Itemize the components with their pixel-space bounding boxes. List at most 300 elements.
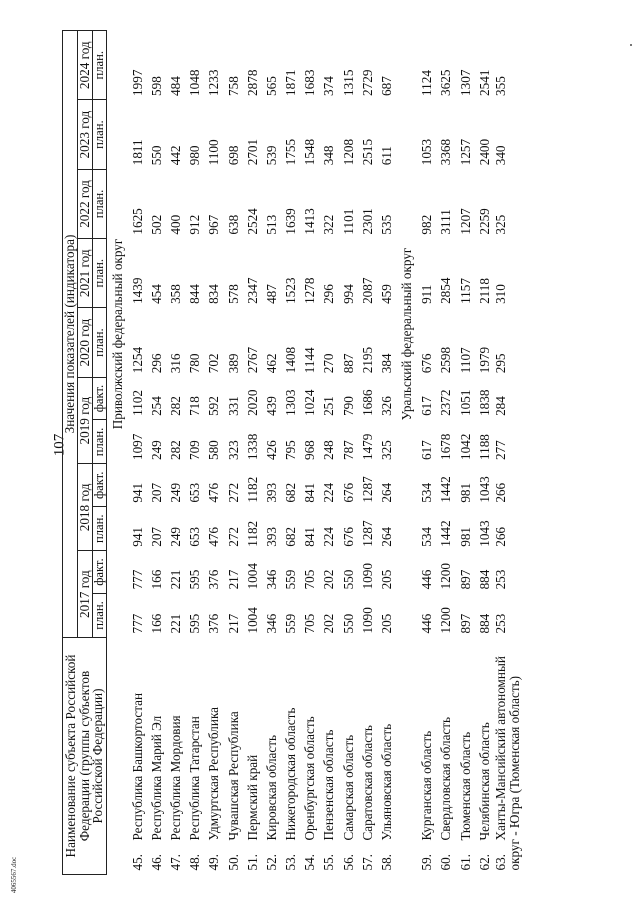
value-cell: 1979	[476, 346, 492, 374]
value-cell: 559	[283, 569, 299, 590]
value-cell: 1625	[129, 208, 145, 235]
value-cell: 166	[148, 569, 164, 590]
row-number: 50.	[225, 854, 241, 871]
subheader-plan: план.	[92, 31, 106, 100]
value-cell: 446	[419, 569, 435, 590]
value-cell: 887	[340, 353, 356, 374]
value-cell: 1678	[438, 433, 454, 460]
value-cell: 253	[493, 613, 509, 634]
value-cell: 487	[263, 284, 279, 304]
table-row	[456, 31, 475, 875]
value-cell: 1307	[457, 69, 473, 96]
value-cell: 841	[302, 482, 318, 503]
value-cell: 565	[263, 76, 279, 96]
value-cell: 2767	[244, 346, 260, 374]
value-cell: 844	[187, 284, 203, 304]
value-cell: 1024	[302, 389, 318, 416]
row-number: 61.	[457, 854, 473, 871]
value-cell: 941	[129, 526, 145, 547]
value-cell: 534	[419, 482, 435, 503]
region-name: Свердловская область	[438, 716, 454, 841]
table-body	[106, 31, 522, 875]
value-cell: 841	[302, 526, 318, 547]
value-cell: 264	[379, 482, 395, 503]
value-cell: 513	[263, 214, 279, 235]
value-cell: 1811	[129, 139, 145, 166]
value-cell: 2118	[476, 278, 492, 304]
row-number: 56.	[340, 854, 356, 871]
value-cell: 1157	[457, 278, 473, 304]
section-spacer	[397, 638, 418, 875]
region-cell	[377, 638, 396, 875]
region-cell	[128, 638, 147, 875]
value-cell: 1871	[283, 69, 299, 96]
value-cell: 1838	[476, 389, 492, 416]
table-row	[224, 31, 243, 875]
value-cell: 780	[187, 353, 203, 374]
value-cell: 1100	[206, 139, 222, 166]
value-cell: 682	[283, 482, 299, 503]
value-cell: 266	[493, 526, 509, 547]
value-cell: 790	[340, 396, 356, 416]
value-cell: 384	[379, 353, 395, 374]
region-cell	[494, 638, 522, 875]
value-cell: 653	[187, 482, 203, 503]
value-cell: 787	[340, 440, 356, 460]
year-header-2019: 2019 год	[77, 377, 92, 464]
value-cell: 1043	[476, 520, 492, 547]
value-cell: 1413	[302, 208, 318, 235]
value-cell: 1523	[283, 277, 299, 304]
value-cell: 348	[321, 145, 337, 166]
page-number: 107	[51, 433, 68, 457]
values-title-header: Значения показателей (индикатора)	[63, 31, 78, 638]
value-cell: 476	[206, 482, 222, 503]
subheader-fact: факт.	[92, 377, 106, 420]
value-cell: 358	[167, 284, 183, 304]
table-row	[205, 31, 224, 875]
value-cell: 295	[493, 353, 509, 374]
value-cell: 709	[187, 440, 203, 460]
value-cell: 376	[206, 613, 222, 634]
region-name: Тюменская область	[457, 731, 473, 841]
value-cell: 1090	[359, 607, 375, 634]
value-cell: 2087	[359, 277, 375, 304]
value-cell: 502	[148, 214, 164, 235]
value-cell: 702	[206, 353, 222, 374]
region-cell	[475, 638, 494, 875]
value-cell: 1439	[129, 277, 145, 304]
table-row	[475, 31, 494, 875]
value-cell: 1479	[359, 433, 375, 460]
row-number: 54.	[302, 854, 318, 871]
value-cell: 1207	[457, 208, 473, 235]
region-cell	[205, 638, 224, 875]
table-row	[377, 31, 396, 875]
subheader-fact: факт.	[92, 551, 106, 594]
row-number: 49.	[206, 854, 222, 871]
value-cell: 598	[148, 76, 164, 96]
value-cell: 340	[493, 145, 509, 166]
value-cell: 207	[148, 482, 164, 503]
region-name: Удмуртская Республика	[206, 706, 222, 841]
value-cell: 1287	[359, 520, 375, 547]
section-title: Приволжский федеральный округ	[109, 238, 125, 430]
region-name: Ханты-Мансийский автономный	[493, 656, 509, 841]
value-cell: 272	[225, 526, 241, 547]
value-cell: 994	[340, 284, 356, 304]
value-cell: 439	[263, 396, 279, 416]
value-cell: 249	[167, 526, 183, 547]
row-number: 47.	[167, 854, 183, 871]
value-cell: 3111	[438, 209, 454, 235]
value-cell: 355	[493, 76, 509, 96]
value-cell: 2347	[244, 277, 260, 304]
region-name: Пермский край	[244, 754, 260, 841]
year-header-2022: 2022 год	[77, 169, 92, 238]
value-cell: 296	[148, 353, 164, 374]
row-number: 62.	[476, 854, 492, 871]
subheader-plan: план.	[92, 239, 106, 308]
value-cell: 1997	[129, 69, 145, 96]
value-cell: 2598	[438, 346, 454, 374]
value-cell: 1004	[244, 607, 260, 634]
value-cell: 346	[263, 613, 279, 634]
region-name: Республика Татарстан	[187, 716, 203, 841]
value-cell: 941	[129, 482, 145, 503]
table-row	[437, 31, 456, 875]
region-cell	[281, 638, 300, 875]
region-cell	[339, 638, 358, 875]
value-cell: 535	[379, 214, 395, 235]
value-cell: 592	[206, 396, 222, 416]
value-cell: 1051	[457, 389, 473, 416]
value-cell: 968	[302, 440, 318, 460]
value-cell: 758	[225, 76, 241, 96]
value-cell: 1102	[129, 390, 145, 416]
row-number: 53.	[283, 854, 299, 871]
value-cell: 1686	[359, 389, 375, 416]
value-cell: 264	[379, 526, 395, 547]
region-name: Республика Мордовия	[167, 715, 183, 841]
region-cell	[456, 638, 475, 875]
value-cell: 550	[340, 613, 356, 634]
region-name: Саратовская область	[359, 725, 375, 841]
value-cell: 202	[321, 569, 337, 590]
value-cell: 1408	[283, 346, 299, 374]
value-cell: 1338	[244, 433, 260, 460]
value-cell: 296	[321, 284, 337, 304]
table-row	[128, 31, 147, 875]
value-cell: 2524	[244, 208, 260, 235]
value-cell: 2854	[438, 277, 454, 304]
value-cell: 980	[187, 145, 203, 166]
value-cell: 638	[225, 214, 241, 235]
subheader-fact: факт.	[92, 464, 106, 507]
value-cell: 1188	[476, 434, 492, 460]
value-cell: 2195	[359, 346, 375, 374]
region-name: Нижегородская область	[283, 707, 299, 841]
value-cell: 2372	[438, 389, 454, 416]
year-header-2017: 2017 год	[77, 551, 92, 638]
region-name: Самарская область	[340, 734, 356, 841]
value-cell: 705	[302, 569, 318, 590]
value-cell: 580	[206, 440, 222, 460]
value-cell: 374	[321, 76, 337, 96]
value-cell: 1107	[457, 347, 473, 374]
row-number: 52.	[263, 854, 279, 871]
value-cell: 393	[263, 482, 279, 503]
value-cell: 426	[263, 440, 279, 460]
region-name: Курганская область	[419, 730, 435, 841]
value-cell: 578	[225, 284, 241, 304]
value-cell: 2878	[244, 69, 260, 96]
value-cell: 1755	[283, 138, 299, 166]
value-cell: 2515	[359, 138, 375, 166]
value-cell: 2301	[359, 208, 375, 235]
value-cell: 3625	[438, 69, 454, 96]
value-cell: 1048	[187, 69, 203, 96]
value-cell: 166	[148, 613, 164, 634]
value-cell: 217	[225, 613, 241, 634]
section-row	[106, 31, 128, 875]
region-cell	[437, 638, 456, 875]
value-cell: 1097	[129, 433, 145, 460]
value-cell: 611	[379, 145, 395, 166]
row-number: 46.	[148, 854, 164, 871]
value-cell: 1124	[419, 70, 435, 96]
value-cell: 981	[457, 482, 473, 503]
value-cell: 617	[419, 440, 435, 460]
table-row	[281, 31, 300, 875]
row-number: 55.	[321, 854, 337, 871]
value-cell: 272	[225, 482, 241, 503]
value-cell: 3368	[438, 138, 454, 166]
value-cell: 459	[379, 284, 395, 304]
year-header-2024: 2024 год	[77, 31, 92, 100]
value-cell: 1548	[302, 138, 318, 166]
value-cell: 897	[457, 569, 473, 590]
value-cell: 676	[340, 526, 356, 547]
region-name: Оренбургская область	[302, 716, 318, 841]
table-row	[494, 31, 522, 875]
year-header-2023: 2023 год	[77, 100, 92, 169]
value-cell: 682	[283, 526, 299, 547]
row-number: 58.	[379, 854, 395, 871]
value-cell: 534	[419, 526, 435, 547]
value-cell: 346	[263, 569, 279, 590]
value-cell: 595	[187, 569, 203, 590]
region-cell	[186, 638, 205, 875]
value-cell: 205	[379, 569, 395, 590]
value-cell: 1257	[457, 138, 473, 166]
value-cell: 249	[167, 482, 183, 503]
value-cell: 446	[419, 613, 435, 634]
row-number: 60.	[438, 854, 454, 871]
value-cell: 705	[302, 613, 318, 634]
region-cell	[320, 638, 339, 875]
doc-id: 4065567.doc	[10, 856, 18, 894]
value-cell: 653	[187, 526, 203, 547]
value-cell: 595	[187, 613, 203, 634]
table-row	[243, 31, 262, 875]
value-cell: 884	[476, 569, 492, 590]
value-cell: 982	[419, 214, 435, 235]
subheader-plan: план.	[92, 507, 106, 551]
region-cell	[147, 638, 166, 875]
value-cell: 617	[419, 396, 435, 416]
value-cell: 2259	[476, 208, 492, 235]
value-cell: 389	[225, 353, 241, 374]
value-cell: 331	[225, 396, 241, 416]
region-cell	[224, 638, 243, 875]
year-header-2020: 2020 год	[77, 308, 92, 377]
value-cell: 1042	[457, 433, 473, 460]
value-cell: 795	[283, 440, 299, 460]
row-number: 63.	[493, 854, 509, 871]
value-cell: 393	[263, 526, 279, 547]
region-cell	[418, 638, 437, 875]
value-cell: 1101	[340, 208, 356, 235]
value-cell: 400	[167, 214, 183, 235]
subheader-plan: план.	[92, 169, 106, 238]
value-cell: 718	[187, 396, 203, 416]
value-cell: 1315	[340, 69, 356, 96]
region-cell	[166, 638, 185, 875]
value-cell: 1144	[302, 347, 318, 374]
table-row	[358, 31, 377, 875]
value-cell: 911	[419, 284, 435, 304]
value-cell: 1683	[302, 69, 318, 96]
value-cell: 325	[379, 440, 395, 460]
table-row	[339, 31, 358, 875]
region-name: Кировская область	[263, 734, 279, 841]
value-cell: 1043	[476, 476, 492, 503]
value-cell: 282	[167, 440, 183, 460]
row-number: 45.	[129, 854, 145, 871]
value-cell: 277	[493, 440, 509, 460]
value-cell: 217	[225, 569, 241, 590]
value-cell: 322	[321, 214, 337, 235]
value-cell: 1208	[340, 138, 356, 166]
table-row	[166, 31, 185, 875]
value-cell: 1090	[359, 563, 375, 590]
table-row	[147, 31, 166, 875]
value-cell: 698	[225, 145, 241, 166]
value-cell: 284	[493, 396, 509, 416]
value-cell: 205	[379, 613, 395, 634]
value-cell: 981	[457, 526, 473, 547]
region-name: Республика Марий Эл	[148, 715, 164, 841]
value-cell: 1303	[283, 389, 299, 416]
value-cell: 224	[321, 482, 337, 503]
value-cell: 1200	[438, 607, 454, 634]
value-cell: 253	[493, 569, 509, 590]
region-name: Челябинская область	[476, 722, 492, 841]
value-cell: 1254	[129, 346, 145, 374]
value-cell: 834	[206, 284, 222, 304]
value-cell: 1233	[206, 69, 222, 96]
value-cell: 484	[167, 76, 183, 96]
region-cell	[243, 638, 262, 875]
region-name: Чувашская Республика	[225, 711, 241, 841]
value-cell: 897	[457, 613, 473, 634]
value-cell: 687	[379, 76, 395, 96]
value-cell: 967	[206, 214, 222, 235]
value-cell: 550	[340, 569, 356, 590]
value-cell: 676	[419, 353, 435, 374]
value-cell: 202	[321, 613, 337, 634]
table-row	[418, 31, 437, 875]
value-cell: 1053	[419, 138, 435, 166]
value-cell: 1182	[244, 476, 260, 503]
value-cell: 1639	[283, 208, 299, 235]
value-cell: 249	[148, 440, 164, 460]
section-row	[397, 31, 418, 875]
value-cell: 376	[206, 569, 222, 590]
value-cell: 248	[321, 440, 337, 460]
table-row	[186, 31, 205, 875]
value-cell: 442	[167, 145, 183, 166]
value-cell: 310	[493, 284, 509, 304]
value-cell: 1287	[359, 476, 375, 503]
table-row	[262, 31, 281, 875]
subheader-plan: план.	[92, 308, 106, 377]
value-cell: 270	[321, 353, 337, 374]
region-cell	[301, 638, 320, 875]
year-header-2018: 2018 год	[77, 464, 92, 551]
value-cell: 1200	[438, 563, 454, 590]
value-cell: 2701	[244, 138, 260, 166]
value-cell: 550	[148, 145, 164, 166]
value-cell: 224	[321, 526, 337, 547]
value-cell: 2020	[244, 389, 260, 416]
value-cell: 884	[476, 613, 492, 634]
row-number: 57.	[359, 854, 375, 871]
region-name: Пензенская область	[321, 729, 337, 841]
value-cell: 454	[148, 284, 164, 304]
table-row	[301, 31, 320, 875]
value-cell: 1182	[244, 520, 260, 547]
indicator-table	[62, 30, 522, 875]
value-cell: 1278	[302, 277, 318, 304]
subheader-plan: план.	[92, 100, 106, 169]
region-column-header: Наименование субъекта Российской Федерации (группы субъектов Российской Федерации)	[63, 638, 107, 875]
value-cell: 251	[321, 396, 337, 416]
value-cell: 207	[148, 526, 164, 547]
value-cell: 476	[206, 526, 222, 547]
value-cell: 2400	[476, 138, 492, 166]
value-cell: 1442	[438, 520, 454, 547]
region-cell	[262, 638, 281, 875]
value-cell: 221	[167, 569, 183, 590]
subheader-plan: план.	[92, 593, 106, 637]
region-name: Республика Башкортостан	[129, 692, 145, 841]
row-number: 59.	[419, 854, 435, 871]
value-cell: 1442	[438, 476, 454, 503]
row-number: 51.	[244, 854, 260, 871]
table-row	[320, 31, 339, 875]
value-cell: 254	[148, 396, 164, 416]
value-cell: 2729	[359, 69, 375, 96]
value-cell: 316	[167, 353, 183, 374]
subheader-plan: план.	[92, 420, 106, 464]
section-spacer	[106, 638, 128, 875]
value-cell: 912	[187, 214, 203, 235]
region-name: Ульяновская область	[379, 723, 395, 841]
value-cell: 2541	[476, 69, 492, 96]
value-cell: 266	[493, 482, 509, 503]
